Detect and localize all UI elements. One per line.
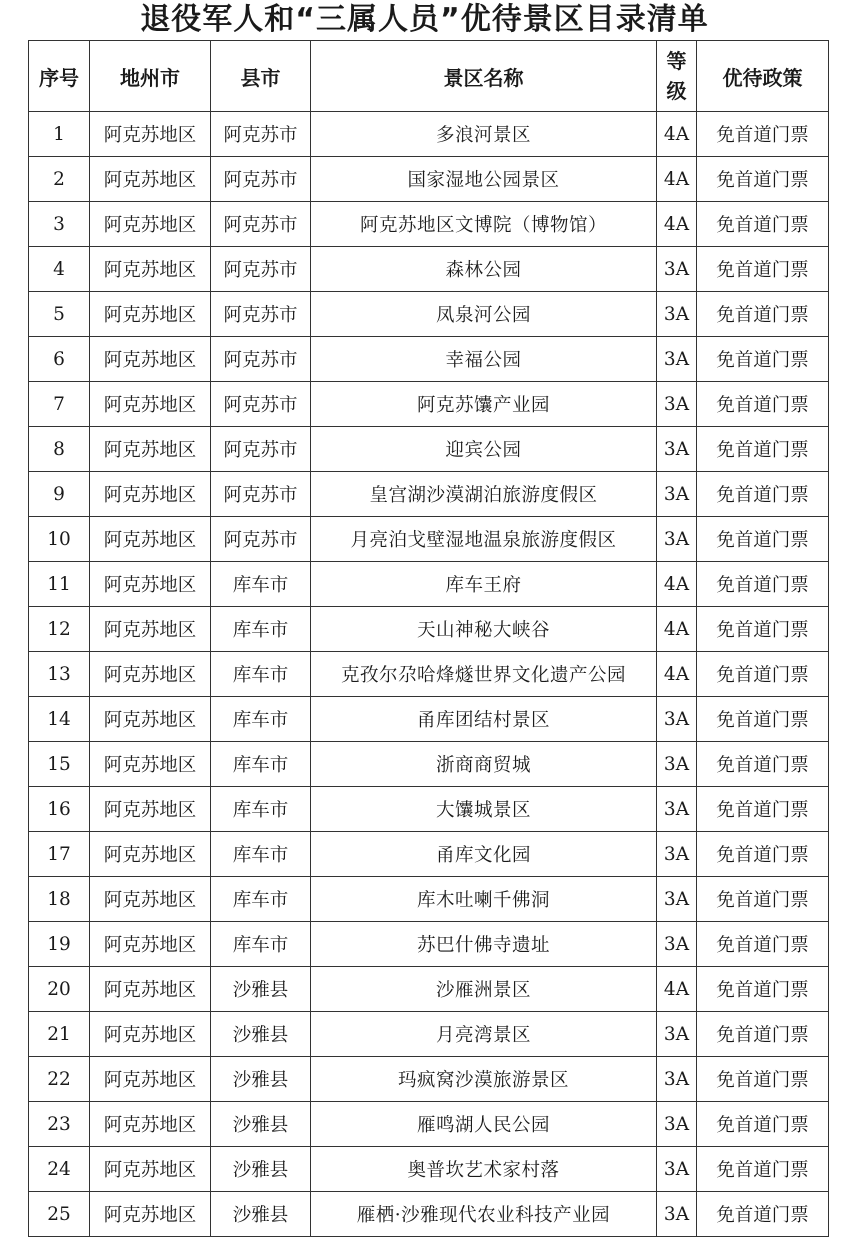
header-name: 景区名称 [311,41,657,112]
table-row [29,517,829,562]
cell-policy: 免首道门票 [697,562,829,607]
cell-policy: 免首道门票 [697,697,829,742]
cell-no: 1 [29,112,90,157]
cell-county: 库车市 [211,562,311,607]
cell-county: 库车市 [211,652,311,697]
cell-scenic-name: 幸福公园 [311,337,657,382]
cell-no: 21 [29,1012,90,1057]
cell-grade: 3A [657,1192,697,1237]
cell-policy: 免首道门票 [697,967,829,1012]
cell-county: 沙雅县 [211,1012,311,1057]
cell-policy: 免首道门票 [697,1102,829,1147]
cell-county: 沙雅县 [211,1192,311,1237]
cell-scenic-name: 库车王府 [311,562,657,607]
cell-grade: 3A [657,1102,697,1147]
scenic-area-table [28,40,829,1237]
cell-policy: 免首道门票 [697,337,829,382]
cell-grade: 3A [657,877,697,922]
cell-no: 12 [29,607,90,652]
cell-policy: 免首道门票 [697,1147,829,1192]
cell-grade: 4A [657,607,697,652]
cell-prefecture: 阿克苏地区 [90,157,211,202]
table-row [29,427,829,472]
cell-no: 23 [29,1102,90,1147]
cell-prefecture: 阿克苏地区 [90,652,211,697]
cell-scenic-name: 迎宾公园 [311,427,657,472]
cell-county: 库车市 [211,742,311,787]
cell-county: 阿克苏市 [211,382,311,427]
cell-scenic-name: 甬库团结村景区 [311,697,657,742]
cell-scenic-name: 雁栖·沙雅现代农业科技产业园 [311,1192,657,1237]
cell-prefecture: 阿克苏地区 [90,382,211,427]
header-policy: 优待政策 [697,41,829,112]
cell-policy: 免首道门票 [697,832,829,877]
cell-prefecture: 阿克苏地区 [90,1147,211,1192]
cell-prefecture: 阿克苏地区 [90,787,211,832]
table-row [29,877,829,922]
table-row [29,292,829,337]
cell-policy: 免首道门票 [697,292,829,337]
cell-policy: 免首道门票 [697,652,829,697]
cell-scenic-name: 天山神秘大峡谷 [311,607,657,652]
cell-grade: 4A [657,112,697,157]
cell-grade: 3A [657,1057,697,1102]
table-row [29,607,829,652]
table-row [29,1012,829,1057]
cell-no: 18 [29,877,90,922]
cell-prefecture: 阿克苏地区 [90,1057,211,1102]
cell-policy: 免首道门票 [697,517,829,562]
cell-county: 库车市 [211,922,311,967]
cell-prefecture: 阿克苏地区 [90,697,211,742]
cell-policy: 免首道门票 [697,742,829,787]
header-prefecture: 地州市 [90,41,211,112]
table-row [29,337,829,382]
table-row [29,742,829,787]
cell-prefecture: 阿克苏地区 [90,832,211,877]
cell-county: 阿克苏市 [211,247,311,292]
cell-prefecture: 阿克苏地区 [90,967,211,1012]
cell-no: 16 [29,787,90,832]
cell-scenic-name: 克孜尔尕哈烽燧世界文化遗产公园 [311,652,657,697]
cell-no: 8 [29,427,90,472]
cell-grade: 3A [657,697,697,742]
cell-no: 10 [29,517,90,562]
cell-scenic-name: 沙雁洲景区 [311,967,657,1012]
cell-policy: 免首道门票 [697,787,829,832]
cell-scenic-name: 皇宫湖沙漠湖泊旅游度假区 [311,472,657,517]
cell-grade: 3A [657,832,697,877]
cell-no: 24 [29,1147,90,1192]
table-row [29,652,829,697]
cell-scenic-name: 雁鸣湖人民公园 [311,1102,657,1147]
cell-prefecture: 阿克苏地区 [90,292,211,337]
cell-policy: 免首道门票 [697,157,829,202]
cell-county: 阿克苏市 [211,202,311,247]
cell-county: 沙雅县 [211,967,311,1012]
cell-grade: 3A [657,922,697,967]
cell-no: 15 [29,742,90,787]
cell-prefecture: 阿克苏地区 [90,742,211,787]
cell-no: 14 [29,697,90,742]
cell-county: 阿克苏市 [211,427,311,472]
cell-no: 17 [29,832,90,877]
table-row [29,967,829,1012]
table-row [29,202,829,247]
header-grade: 等级 [657,41,697,112]
cell-grade: 4A [657,562,697,607]
table-row [29,1057,829,1102]
cell-prefecture: 阿克苏地区 [90,922,211,967]
cell-county: 阿克苏市 [211,472,311,517]
cell-prefecture: 阿克苏地区 [90,517,211,562]
table-row [29,157,829,202]
cell-grade: 3A [657,292,697,337]
cell-county: 沙雅县 [211,1057,311,1102]
cell-no: 20 [29,967,90,1012]
cell-policy: 免首道门票 [697,1057,829,1102]
cell-prefecture: 阿克苏地区 [90,1102,211,1147]
cell-county: 库车市 [211,877,311,922]
cell-policy: 免首道门票 [697,1012,829,1057]
cell-grade: 3A [657,247,697,292]
cell-policy: 免首道门票 [697,922,829,967]
cell-policy: 免首道门票 [697,247,829,292]
cell-no: 25 [29,1192,90,1237]
table-row [29,562,829,607]
cell-prefecture: 阿克苏地区 [90,337,211,382]
header-no: 序号 [29,41,90,112]
cell-scenic-name: 凤泉河公园 [311,292,657,337]
cell-county: 阿克苏市 [211,517,311,562]
cell-county: 沙雅县 [211,1147,311,1192]
cell-grade: 4A [657,652,697,697]
table-row [29,1192,829,1237]
cell-grade: 3A [657,787,697,832]
cell-county: 阿克苏市 [211,337,311,382]
cell-prefecture: 阿克苏地区 [90,607,211,652]
cell-prefecture: 阿克苏地区 [90,112,211,157]
cell-county: 库车市 [211,697,311,742]
table-row [29,787,829,832]
cell-grade: 3A [657,1147,697,1192]
cell-policy: 免首道门票 [697,877,829,922]
cell-grade: 4A [657,157,697,202]
cell-prefecture: 阿克苏地区 [90,202,211,247]
cell-no: 4 [29,247,90,292]
table-body [29,112,829,1237]
cell-county: 库车市 [211,832,311,877]
cell-policy: 免首道门票 [697,607,829,652]
cell-county: 阿克苏市 [211,292,311,337]
cell-no: 3 [29,202,90,247]
cell-prefecture: 阿克苏地区 [90,877,211,922]
cell-no: 5 [29,292,90,337]
cell-prefecture: 阿克苏地区 [90,562,211,607]
cell-scenic-name: 玛疯窝沙漠旅游景区 [311,1057,657,1102]
cell-no: 7 [29,382,90,427]
cell-county: 沙雅县 [211,1102,311,1147]
header-county: 县市 [211,41,311,112]
cell-county: 库车市 [211,607,311,652]
cell-policy: 免首道门票 [697,202,829,247]
cell-grade: 4A [657,202,697,247]
header-row [29,41,829,112]
table-row [29,1102,829,1147]
cell-grade: 3A [657,472,697,517]
cell-grade: 3A [657,1012,697,1057]
cell-county: 库车市 [211,787,311,832]
cell-policy: 免首道门票 [697,112,829,157]
cell-grade: 3A [657,337,697,382]
cell-county: 阿克苏市 [211,112,311,157]
cell-prefecture: 阿克苏地区 [90,1192,211,1237]
table-row [29,382,829,427]
table-row [29,472,829,517]
cell-scenic-name: 多浪河景区 [311,112,657,157]
cell-scenic-name: 国家湿地公园景区 [311,157,657,202]
cell-no: 13 [29,652,90,697]
cell-no: 9 [29,472,90,517]
page-title: 退役军人和“三属人员”优待景区目录清单 [140,2,709,37]
cell-grade: 3A [657,382,697,427]
cell-scenic-name: 甬库文化园 [311,832,657,877]
table-header [29,41,829,112]
cell-scenic-name: 奥普坎艺术家村落 [311,1147,657,1192]
cell-policy: 免首道门票 [697,1192,829,1237]
cell-scenic-name: 浙商商贸城 [311,742,657,787]
cell-scenic-name: 森林公园 [311,247,657,292]
table-row [29,247,829,292]
cell-scenic-name: 月亮泊戈壁湿地温泉旅游度假区 [311,517,657,562]
table-row [29,697,829,742]
cell-scenic-name: 库木吐喇千佛洞 [311,877,657,922]
cell-county: 阿克苏市 [211,157,311,202]
cell-scenic-name: 苏巴什佛寺遗址 [311,922,657,967]
cell-grade: 3A [657,517,697,562]
cell-policy: 免首道门票 [697,382,829,427]
cell-no: 19 [29,922,90,967]
cell-prefecture: 阿克苏地区 [90,427,211,472]
cell-scenic-name: 大馕城景区 [311,787,657,832]
table-row [29,922,829,967]
table-row [29,112,829,157]
cell-no: 22 [29,1057,90,1102]
cell-no: 6 [29,337,90,382]
cell-scenic-name: 阿克苏地区文博院（博物馆） [311,202,657,247]
cell-scenic-name: 月亮湾景区 [311,1012,657,1057]
cell-no: 2 [29,157,90,202]
cell-policy: 免首道门票 [697,472,829,517]
cell-prefecture: 阿克苏地区 [90,472,211,517]
cell-policy: 免首道门票 [697,427,829,472]
cell-grade: 3A [657,427,697,472]
cell-prefecture: 阿克苏地区 [90,1012,211,1057]
table-row [29,832,829,877]
cell-no: 11 [29,562,90,607]
table-row [29,1147,829,1192]
cell-scenic-name: 阿克苏馕产业园 [311,382,657,427]
cell-grade: 4A [657,967,697,1012]
cell-grade: 3A [657,742,697,787]
cell-prefecture: 阿克苏地区 [90,247,211,292]
